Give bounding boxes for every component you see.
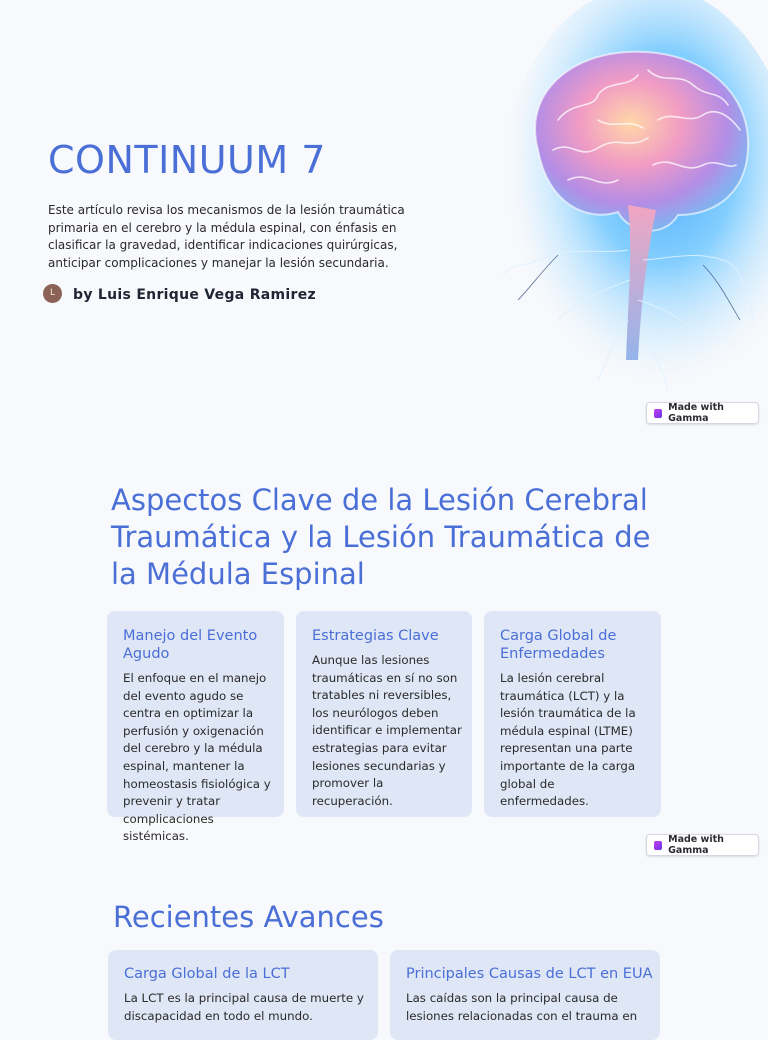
card-text: Las caídas son la principal causa de lesiones relacionadas con el trauma en <box>406 991 638 1023</box>
card-text: Aunque las lesiones traumáticas en sí no son tratables ni reversibles, los neurólogos deben identificar e implementar estrategias para evitar lesiones secundarias y promover la recuperación. <box>312 653 462 808</box>
made-with-gamma-badge[interactable] <box>646 402 759 424</box>
card-title: Carga Global de Enfermedades <box>500 628 617 662</box>
gamma-logo-icon <box>654 841 662 850</box>
badge-label: Made with Gamma <box>668 834 724 856</box>
card-title: Estrategias Clave <box>312 628 439 644</box>
card-text: La LCT es la principal causa de muerte y discapacidad en todo el mundo. <box>124 991 364 1023</box>
card-title: Carga Global de la LCT <box>124 966 290 982</box>
section-title: Aspectos Clave de la Lesión Cerebral Traumática y la Lesión Traumática de la Médula Espinal <box>111 483 651 591</box>
badge-label: Made with Gamma <box>668 402 724 424</box>
author-byline <box>43 283 316 303</box>
card-title: Principales Causas de LCT en EUA <box>406 966 653 982</box>
avatar: L <box>43 284 62 303</box>
card-text: La lesión cerebral traumática (LCT) y la lesión traumática de la médula espinal (LTME) representan una parte importante de la carga global de enfermedades. <box>500 671 636 809</box>
section-title: Recientes Avances <box>113 900 384 934</box>
card-text: El enfoque en el manejo del evento agudo se centra en optimizar la perfusión y oxigenación del cerebro y la médula espinal, mantener la homeostasis fisiológica y prevenir y tratar complicaciones sistémicas. <box>123 671 271 844</box>
page-title: CONTINUUM 7 <box>48 138 326 182</box>
card-title: Manejo del Evento Agudo <box>123 628 258 662</box>
gamma-logo-icon <box>654 409 662 418</box>
made-with-gamma-badge[interactable] <box>646 834 759 856</box>
article-description: Este artículo revisa los mecanismos de la lesión traumática primaria en el cerebro y la médula espinal, con énfasis en clasificar la gravedad, identificar indicaciones quirúrgicas, anticipar complicaciones y manejar la lesión secundaria. <box>48 203 405 270</box>
author-name: by Luis Enrique Vega Ramirez <box>73 287 316 303</box>
brain-illustration-icon <box>478 0 768 430</box>
